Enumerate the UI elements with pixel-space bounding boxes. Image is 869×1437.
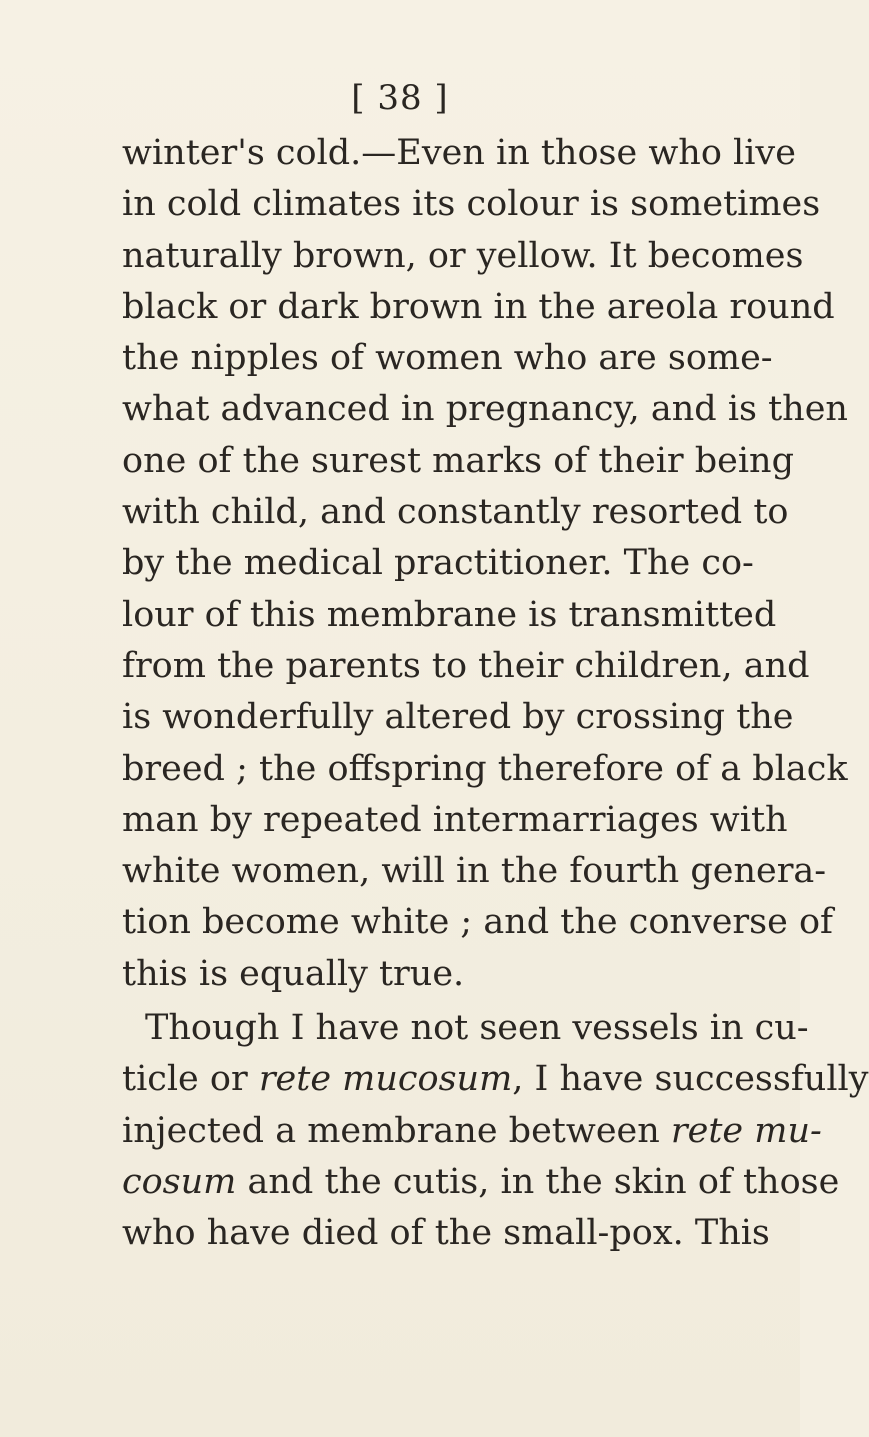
text-line: Though I have not seen vessels in cu- — [145, 1008, 809, 1048]
text-line: white women, will in the fourth genera- — [122, 851, 827, 892]
text-line: cosum and the cutis, in the skin of those — [122, 1161, 840, 1202]
text-line: who have died of the small-pox. This — [122, 1213, 770, 1254]
text-line: is wonderfully altered by crossing the — [122, 697, 794, 738]
text-line: from the parents to their children, and — [122, 645, 810, 686]
text-line: winter's cold.—Even in those who live — [122, 133, 796, 173]
paragraph-2 — [122, 1003, 869, 1259]
text-line: with child, and constantly resorted to — [122, 492, 789, 533]
paragraph-1 — [122, 128, 848, 1000]
page-number-header: [ 38 ] — [351, 78, 449, 118]
text-line: what advanced in pregnancy, and is then — [122, 389, 848, 430]
text-line: by the medical practitioner. The co- — [122, 543, 754, 584]
text-line: the nipples of women who are some- — [122, 338, 773, 379]
text-line: in cold climates its colour is sometimes — [122, 184, 821, 225]
text-line: naturally brown, or yellow. It becomes — [122, 235, 804, 276]
text-line: this is equally true. — [122, 953, 465, 994]
text-line: ticle or rete mucosum, I have successfully — [122, 1059, 869, 1100]
text-line: black or dark brown in the areola round — [122, 286, 835, 327]
text-line: tion become white ; and the converse of — [122, 902, 833, 943]
text-line: one of the surest marks of their being — [122, 440, 795, 481]
text-line: breed ; the offspring therefore of a black — [122, 748, 848, 789]
text-line: lour of this membrane is transmitted — [122, 594, 777, 635]
text-line: injected a membrane between rete mu- — [122, 1110, 822, 1151]
text-line: man by repeated intermarriages with — [122, 799, 788, 840]
